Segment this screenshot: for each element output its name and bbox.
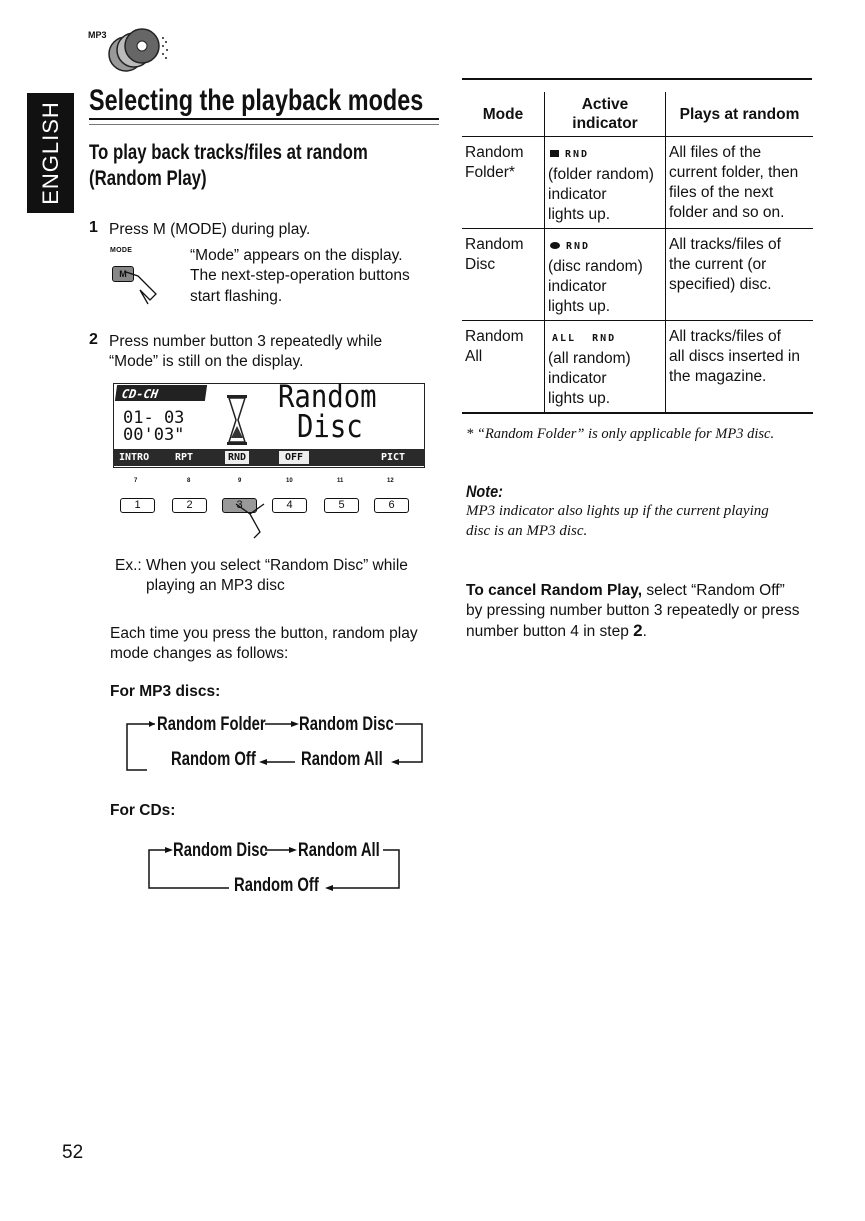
step1-desc-line2: The next-step-operation buttons [190,267,410,284]
mode-cell [462,321,545,414]
table-top-rule [462,78,812,80]
cd-flow-random-off: Random Off [234,875,319,896]
display-big-line2: Disc [297,409,363,445]
indicator-line: (all random) [548,350,631,367]
source-label: CD-CH [120,387,159,401]
lcd-bar-labels [113,451,425,464]
indicator-line: indicator [548,278,607,295]
mode-cell [462,229,545,321]
bar-label-pict: PICT [381,452,406,463]
cancel-line2: by pressing number button 3 repeatedly or press [466,602,800,619]
cancel-line3 [466,621,647,643]
mode-line: All [465,348,483,365]
page-number: 52 [62,1142,84,1163]
title-rule-thin [89,124,439,125]
table-row [462,321,813,414]
plays-cell [666,137,814,229]
header-indicator [545,92,666,137]
example-line2: playing an MP3 disc [146,577,285,594]
bar-label-rpt: RPT [175,452,194,463]
plays-line: files of the next [669,184,774,201]
flow-random-all: Random All [301,749,383,770]
indicator-symbol-text: RND [566,241,591,252]
indicator-symbol-text: RND [565,149,590,160]
plays-line: All tracks/files of [669,236,781,253]
indicator-symbol [548,143,662,165]
indicator-cell [545,321,666,414]
mode-button-letter: M [119,269,127,279]
language-label: ENGLISH [37,101,63,205]
disc-stack-icon [106,28,176,74]
note-heading: Note: [466,482,503,501]
page-title: Selecting the playback modes [89,84,424,117]
source-indicator [115,385,207,401]
cancel-line1-rest: select “Random Off” [642,582,785,599]
footnote: * “Random Folder” is only applicable for MP3 disc. [466,426,775,442]
each-time-line2: mode changes as follows: [110,645,289,662]
header-indicator-text: Active indicator [572,96,638,132]
title-rule [89,118,439,120]
number-button-6[interactable]: 6 [374,498,409,513]
mode-line: Random [465,144,524,161]
number-button-2[interactable]: 2 [172,498,207,513]
indicator-line: lights up. [548,390,611,407]
display-big-line1: Random [278,379,377,415]
bar-label-intro: INTRO [119,452,150,463]
mode-line: Random [465,236,524,253]
number-button-5[interactable]: 5 [324,498,359,513]
plays-line: the current (or [669,256,767,273]
indicator-symbol [548,327,662,349]
indicator-symbol-text: ALL RND [552,333,617,344]
header-mode: Mode [462,92,545,137]
mode-line: Folder* [465,164,515,181]
indicator-line: (disc random) [548,258,643,275]
step2-line1: Press number button 3 repeatedly while [109,333,383,350]
note-line1: MP3 indicator also lights up if the current playing [466,503,769,519]
table-row [462,137,813,229]
mp3-logo [88,28,183,74]
mode-line: Random [465,328,524,345]
mode-button-label: MODE [110,247,133,254]
cancel-heading: To cancel Random Play, [466,582,643,599]
cancel-step-ref: 2 [633,621,643,640]
plays-line: folder and so on. [669,204,785,221]
plays-line: All tracks/files of [669,328,781,345]
disc-icon [550,242,560,249]
indicator-line: lights up. [548,206,611,223]
button-number-12: 12 [387,478,394,484]
random-modes-table [462,92,813,414]
mp3-logo-label: MP3 [88,30,107,40]
finger-press-icon [120,270,170,310]
plays-line: the magazine. [669,368,767,385]
bar-label-rnd: RND [225,451,249,464]
indicator-line: (folder random) [548,166,654,183]
cancel-line3-text: number button 4 in step [466,623,634,640]
mp3-heading: For MP3 discs: [110,683,221,700]
step2-number: 2 [89,331,98,348]
note-line2: disc is an MP3 disc. [466,523,588,539]
cancel-line1 [466,581,785,602]
mode-button-icon [112,262,182,312]
number-button-1[interactable]: 1 [120,498,155,513]
indicator-symbol [548,235,662,257]
plays-line: specified) disc. [669,276,772,293]
indicator-line: indicator [548,370,607,387]
button-number-10: 10 [286,478,293,484]
language-tab [27,93,74,213]
plays-cell [666,321,814,414]
cd-flow-random-disc: Random Disc [173,840,268,861]
mode-cell [462,137,545,229]
mode-line: Disc [465,256,496,273]
button-number-11: 11 [337,478,344,484]
flow-random-disc: Random Disc [299,714,394,735]
number-button-4[interactable]: 4 [272,498,307,513]
section-heading-line1: To play back tracks/files at random [89,141,368,164]
number-buttons [118,474,418,534]
folder-icon [550,150,559,157]
plays-line: All files of the [669,144,762,161]
cd-heading: For CDs: [110,802,176,819]
number-button-3[interactable]: 3 [222,498,257,513]
indicator-line: lights up. [548,298,611,315]
indicator-cell [545,229,666,321]
finger-press-icon [230,502,280,542]
button-number-8: 8 [187,478,191,484]
indicator-line: indicator [548,186,607,203]
step1-number: 1 [89,219,98,236]
table-row [462,229,813,321]
cd-flow-random-all: Random All [298,840,380,861]
section-heading-line2: (Random Play) [89,167,207,190]
example-line1: Ex.: When you select “Random Disc” while [115,557,408,574]
plays-line: current folder, then [669,164,799,181]
step2-line2: “Mode” is still on the display. [109,353,304,370]
time-readout: 00'03" [123,425,185,445]
plays-line: all discs inserted in [669,348,800,365]
step1-desc-line1: “Mode” appears on the display. [190,247,403,264]
button-number-9: 9 [238,478,242,484]
each-time-line1: Each time you press the button, random play [110,625,418,642]
flow-random-folder: Random Folder [157,714,266,735]
table-header-row [462,92,813,137]
step1-desc-line3: start flashing. [190,288,283,305]
bar-label-off: OFF [279,451,309,464]
hourglass-icon [226,394,248,446]
cancel-period: . [642,623,647,640]
button-number-7: 7 [134,478,138,484]
plays-cell [666,229,814,321]
header-plays: Plays at random [666,92,814,137]
flow-random-off: Random Off [171,749,256,770]
indicator-cell [545,137,666,229]
step1-text: Press M (MODE) during play. [109,221,311,238]
track-readout: 01- 03 [123,408,185,428]
